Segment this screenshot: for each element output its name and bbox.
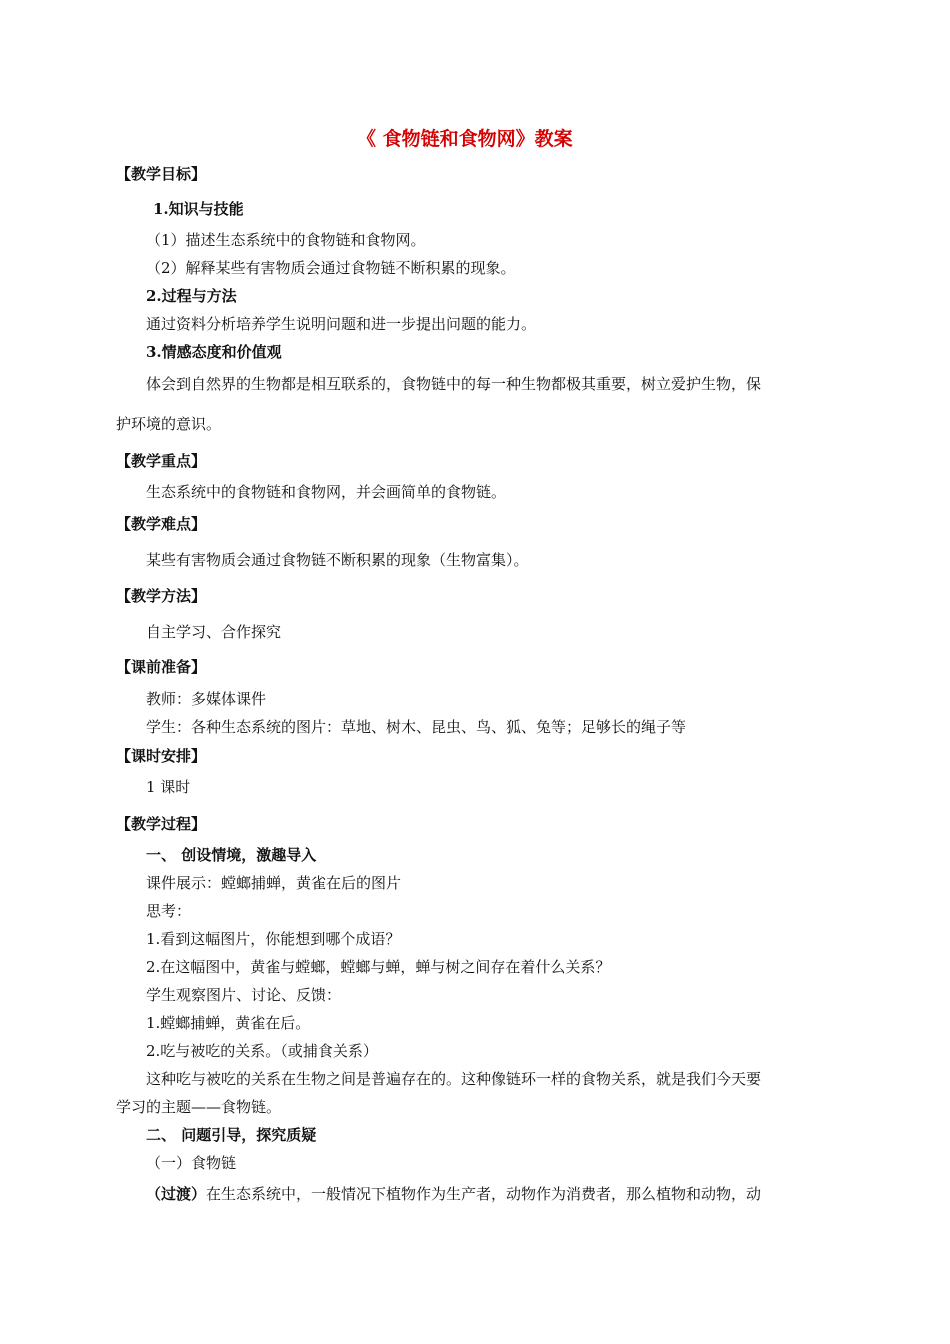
objective-item: （2）解释某些有害物质会通过食物链不断积累的现象。 [146, 259, 516, 277]
subheading-attitude: 3.情感态度和价值观 [146, 343, 282, 361]
transition-label: （过渡） [146, 1185, 207, 1203]
section-heading-schedule: 【课时安排】 [116, 747, 207, 765]
section-heading-method: 【教学方法】 [116, 587, 207, 605]
paragraph-line: 课件展示：螳螂捕蝉，黄雀在后的图片 [146, 874, 402, 892]
section-heading-prep: 【课前准备】 [116, 658, 207, 676]
paragraph-line: 自主学习、合作探究 [146, 623, 282, 641]
paragraph-line: 1.螳螂捕蝉，黄雀在后。 [146, 1014, 311, 1032]
paragraph-line: 这种吃与被吃的关系在生物之间是普遍存在的。这种像链环一样的食物关系，就是我们今天要 [146, 1070, 762, 1088]
paragraph-line: 某些有害物质会通过食物链不断积累的现象（生物富集）。 [146, 551, 529, 569]
paragraph-line: （一）食物链 [146, 1154, 237, 1172]
subheading-step-1: 一、 创设情境，激趣导入 [146, 846, 317, 864]
subheading-step-2: 二、 问题引导，探究质疑 [146, 1126, 317, 1144]
paragraph-line: 学习的主题——食物链。 [116, 1098, 282, 1116]
paragraph-line [146, 1184, 761, 1204]
section-heading-key: 【教学重点】 [116, 452, 207, 470]
paragraph-line: 护环境的意识。 [116, 415, 222, 433]
paragraph-line: 体会到自然界的生物都是相互联系的，食物链中的每一种生物都极其重要，树立爱护生物，保 [146, 375, 762, 393]
objective-item: 通过资料分析培养学生说明问题和进一步提出问题的能力。 [146, 315, 537, 333]
paragraph-line: 学生观察图片、讨论、反馈： [146, 986, 342, 1004]
paragraph-line: 1.看到这幅图片，你能想到哪个成语？ [146, 930, 401, 948]
paragraph-line: 2.吃与被吃的关系。（或捕食关系） [146, 1042, 378, 1060]
section-heading-difficulty: 【教学难点】 [116, 515, 207, 533]
paragraph-line: 1 课时 [146, 778, 191, 796]
transition-text: 在生态系统中，一般情况下植物作为生产者，动物作为消费者，那么植物和动物，动 [206, 1185, 762, 1203]
section-heading-process: 【教学过程】 [116, 815, 207, 833]
paragraph-line: 学生：各种生态系统的图片：草地、树木、昆虫、鸟、狐、兔等；足够长的绳子等 [146, 718, 687, 736]
objective-item: （1）描述生态系统中的食物链和食物网。 [146, 231, 426, 249]
subheading-process: 2.过程与方法 [146, 287, 237, 305]
document-title: 《 食物链和食物网》教案 [357, 128, 573, 150]
paragraph-line: 思考： [146, 902, 192, 920]
paragraph-line: 2.在这幅图中，黄雀与螳螂，螳螂与蝉，蝉与树之间存在着什么关系？ [146, 958, 611, 976]
section-heading-objectives: 【教学目标】 [116, 165, 207, 183]
subheading-knowledge: 1.知识与技能 [153, 200, 244, 218]
paragraph-line: 教师：多媒体课件 [146, 690, 267, 708]
paragraph-line: 生态系统中的食物链和食物网，并会画简单的食物链。 [146, 483, 507, 501]
